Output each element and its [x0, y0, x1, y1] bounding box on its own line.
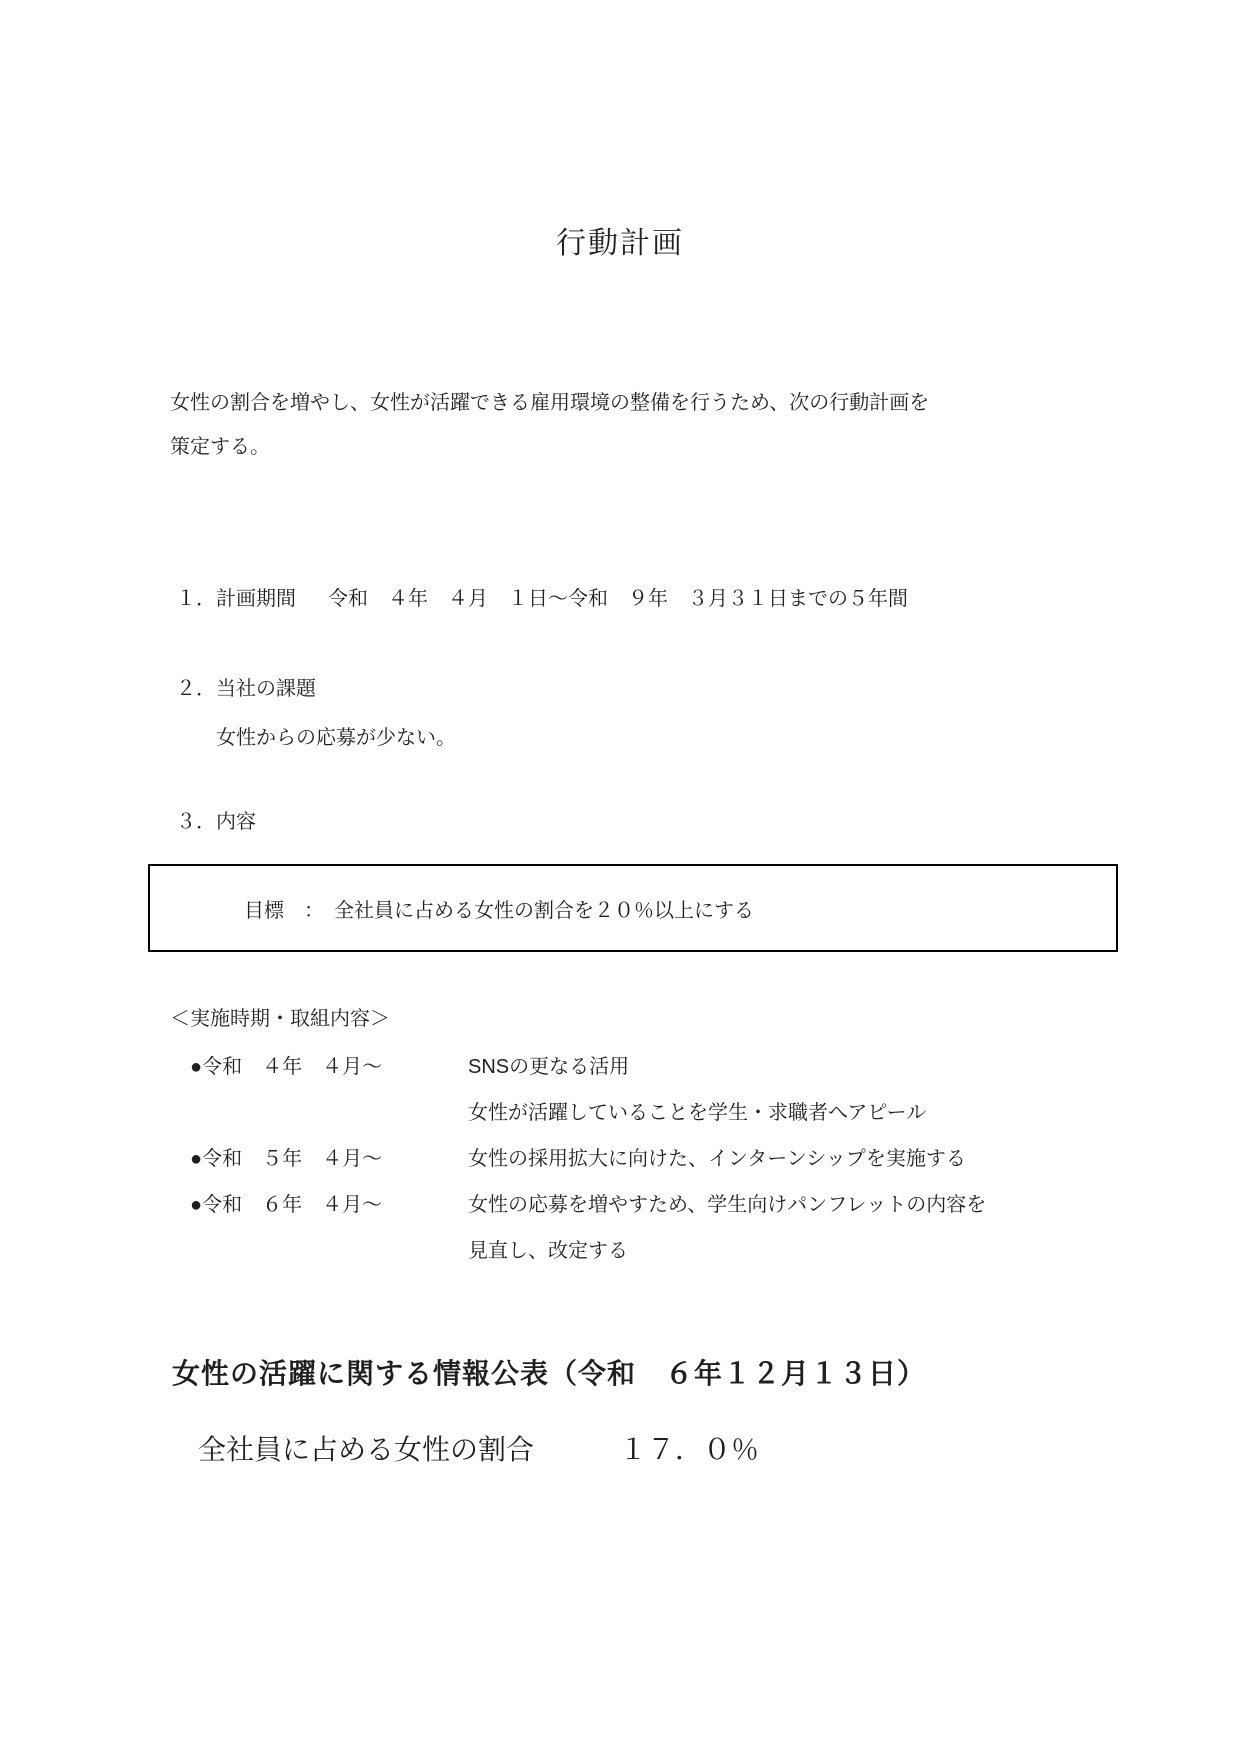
schedule-item-period: ●令和 ５年 ４月～ [190, 1148, 383, 1170]
schedule-item-period: ●令和 ４年 ４月～ [190, 1056, 383, 1078]
schedule-item-period: ●令和 ６年 ４月～ [190, 1194, 383, 1216]
metric-label: 全社員に占める女性の割合 [198, 1434, 535, 1465]
schedule-item-line: 女性の応募を増やすため、学生向けパンフレットの内容を [468, 1194, 987, 1216]
intro-line-2: 策定する。 [170, 436, 270, 458]
schedule-item-content [468, 1182, 986, 1274]
section-issue-label: ２．当社の課題 [176, 678, 316, 700]
schedule-item-line: 女性の採用拡大に向けた、インターンシップを実施する [468, 1148, 966, 1170]
schedule-item [190, 1044, 986, 1136]
schedule-item-line: 見直し、改定する [468, 1240, 628, 1262]
section-contents-label: ３．内容 [176, 811, 256, 833]
intro-paragraph [170, 381, 929, 469]
schedule-item-content [468, 1136, 966, 1182]
goal-text: 目標 ： 全社員に占める女性の割合を２０％以上にする [244, 899, 754, 922]
intro-line-1: 女性の割合を増やし、女性が活躍できる雇用環境の整備を行うため、次の行動計画を [170, 392, 930, 414]
schedule-item-content [468, 1044, 926, 1136]
publication-heading: 女性の活躍に関する情報公表（令和 ６年１２月１３日） [172, 1358, 927, 1389]
section-plan-period [176, 582, 908, 611]
goal-box [148, 864, 1118, 952]
schedule-item [190, 1182, 986, 1274]
metric-value: １７．０％ [619, 1434, 760, 1465]
schedule-item-line: 女性が活躍していることを学生・求職者へアピール [468, 1102, 927, 1124]
schedule-heading: ＜実施時期・取組内容＞ [170, 1008, 390, 1030]
section-issue-detail: 女性からの応募が少ない。 [216, 727, 456, 749]
section-plan-period-value: 令和 ４年 ４月 １日～令和 ９年 ３月３１日までの５年間 [328, 588, 908, 610]
metric-line [198, 1428, 759, 1468]
schedule-item [190, 1136, 986, 1182]
schedule-list [190, 1044, 986, 1274]
section-plan-period-label: １．計画期間 [176, 588, 296, 610]
document-title: 行動計画 [556, 227, 684, 260]
schedule-item-line: SNSの更なる活用 [468, 1056, 630, 1078]
